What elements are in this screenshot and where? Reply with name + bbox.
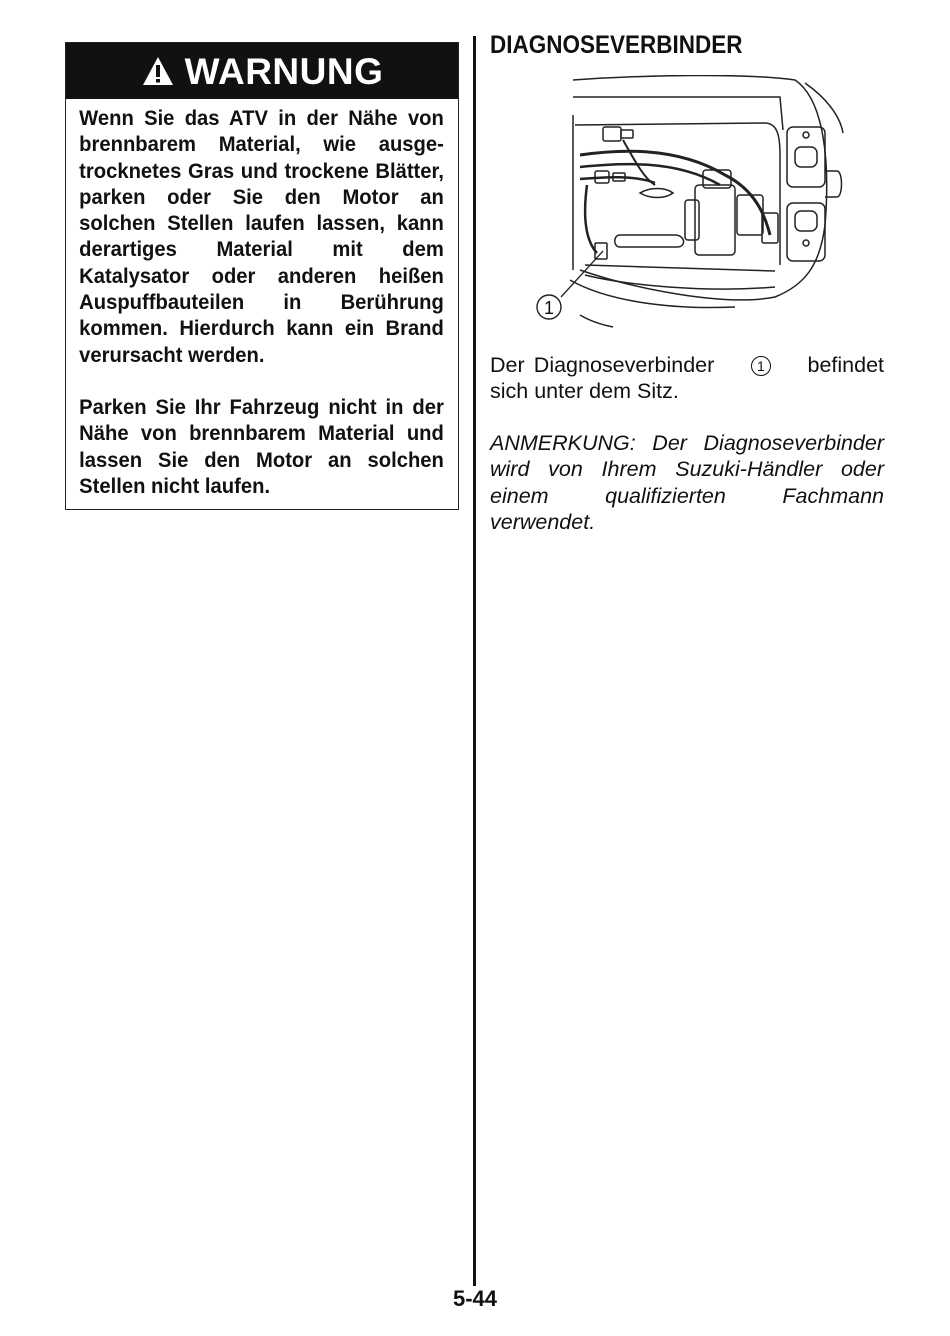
page-number: 5-44 — [452, 1286, 498, 1311]
note-text: ANMERKUNG: Der Diagnoseverbinder wird von Ihrem Suzuki-Händler oder einem qualifizierten Fachmann verwendet. — [490, 431, 884, 534]
body-text-before: Der Diagnoseverbinder — [490, 353, 715, 377]
warning-body — [66, 99, 457, 499]
column-divider — [473, 36, 476, 1286]
diagnostic-connector-illustration — [525, 75, 845, 340]
warning-triangle-icon — [141, 55, 175, 87]
warning-paragraph: Wenn Sie das ATV in der Nähe von brennbarem Material, wie ausgetrocknetes Gras und trockene Blätter, parken oder Sie den Motor an solchen Stellen laufen lassen, kann derartiges Material mit dem Katalysator oder anderen heißen Auspuffbauteilen in Berührung kommen. Hierdurch kann ein Brand verursacht werden. — [79, 106, 444, 367]
figure-callout-label: 1 — [543, 298, 555, 318]
warning-box — [65, 42, 459, 510]
warning-paragraph: Parken Sie Ihr Fahrzeug nicht in der Nähe von brennbarem Material und lassen Sie den Motor an solchen Stellen nicht laufen. — [79, 394, 444, 498]
body-text-after: befindet sich unter dem Sitz. — [490, 353, 884, 404]
callout-number: 1 — [751, 356, 771, 376]
warning-title: WARNUNG — [184, 50, 384, 92]
section-heading: DIAGNOSEVERBINDER — [490, 31, 743, 59]
body-text — [490, 352, 884, 405]
warning-header — [66, 43, 458, 99]
